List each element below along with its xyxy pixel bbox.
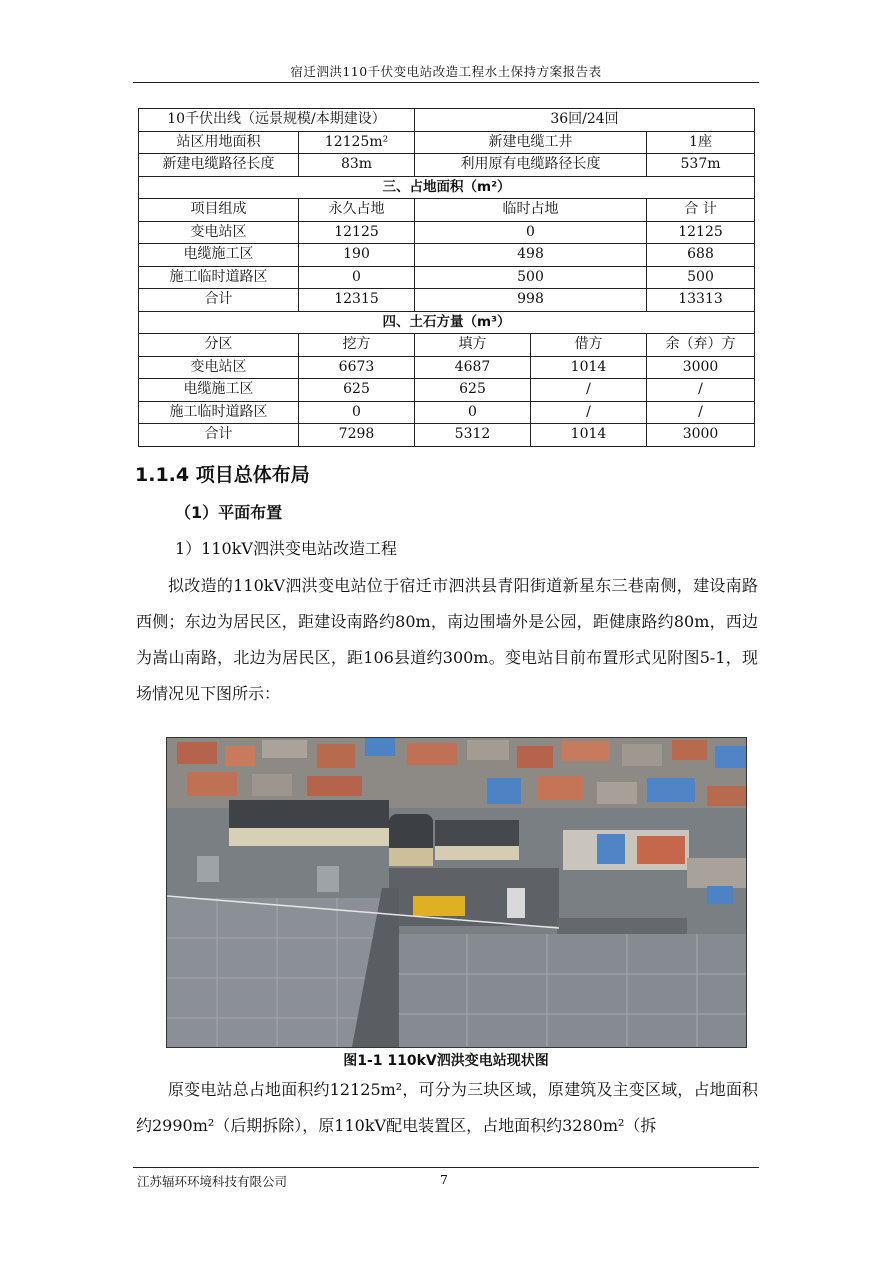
table-cell: 12315 [299, 289, 415, 312]
table-cell: 站区用地面积 [139, 131, 299, 154]
table-cell: 0 [415, 221, 647, 244]
table-cell: 12125 [299, 221, 415, 244]
column-header: 挖方 [299, 334, 415, 357]
column-header: 合 计 [647, 199, 755, 222]
table-row [139, 221, 755, 244]
column-header: 填方 [415, 334, 531, 357]
footer-divider [133, 1167, 759, 1168]
table-cell: 3000 [647, 356, 755, 379]
table-header-row [139, 199, 755, 222]
column-header: 余（弃）方 [647, 334, 755, 357]
table-row [139, 266, 755, 289]
table-cell: 5312 [415, 424, 531, 447]
table-header-row [139, 334, 755, 357]
table-cell: 998 [415, 289, 647, 312]
column-header: 分区 [139, 334, 299, 357]
table-row [139, 356, 755, 379]
table-section-row [139, 176, 755, 199]
table-cell: 新建电缆路径长度 [139, 154, 299, 177]
table-cell: 变电站区 [139, 221, 299, 244]
column-header: 永久占地 [299, 199, 415, 222]
table-row [139, 244, 755, 267]
table-cell: 12125 [647, 221, 755, 244]
table-cell: 36回/24回 [415, 109, 755, 132]
table-cell: 0 [299, 266, 415, 289]
column-header: 借方 [531, 334, 647, 357]
project-spec-table [138, 108, 755, 447]
table-cell: 83m [299, 154, 415, 177]
table-cell: 3000 [647, 424, 755, 447]
section-title-earthwork: 四、土石方量（m³） [139, 311, 755, 334]
table-row [139, 289, 755, 312]
table-cell: 合计 [139, 289, 299, 312]
table-cell: 1座 [647, 131, 755, 154]
table-cell: 12125m² [299, 131, 415, 154]
sub-sub-heading: 1）110kV泗洪变电站改造工程 [175, 539, 397, 558]
table-cell: 7298 [299, 424, 415, 447]
table-cell: 13313 [647, 289, 755, 312]
table-cell: 电缆施工区 [139, 244, 299, 267]
section-heading: 1.1.4 项目总体布局 [135, 464, 310, 486]
table-cell: / [531, 401, 647, 424]
table-cell: 施工临时道路区 [139, 266, 299, 289]
figure-caption: 图1-1 110kV泗洪变电站现状图 [343, 1053, 549, 1069]
table-cell: 190 [299, 244, 415, 267]
table-cell: 688 [647, 244, 755, 267]
table-cell: 625 [415, 379, 531, 402]
column-header: 临时占地 [415, 199, 647, 222]
aerial-photo [166, 737, 747, 1048]
table-cell: 498 [415, 244, 647, 267]
table-cell: / [647, 379, 755, 402]
table-cell: 500 [415, 266, 647, 289]
table-cell: 537m [647, 154, 755, 177]
page-header-title: 宿迁泗洪110千伏变电站改造工程水土保持方案报告表 [290, 64, 602, 79]
table-cell: 500 [647, 266, 755, 289]
sub-heading: （1）平面布置 [175, 503, 283, 522]
table-cell: 合计 [139, 424, 299, 447]
table-row [139, 154, 755, 177]
column-header: 项目组成 [139, 199, 299, 222]
table-row [139, 401, 755, 424]
table-cell: 新建电缆工井 [415, 131, 647, 154]
table-cell: 0 [299, 401, 415, 424]
table-cell: 0 [415, 401, 531, 424]
body-paragraph: 拟改造的110kV泗洪变电站位于宿迁市泗洪县青阳街道新星东三巷南侧，建设南路西侧；东边为居民区，距建设南路约80m，南边围墙外是公园，距健康路约80m，西边为嵩山南路，北边为居民区，距106县道约300m。变电站目前布置形式见附图5-1，现场情况见下图所示： [136, 576, 758, 703]
footer-company: 江苏辐环环境科技有限公司 [137, 1174, 288, 1189]
table-cell: / [647, 401, 755, 424]
table-cell: 1014 [531, 356, 647, 379]
table-cell: 4687 [415, 356, 531, 379]
table-row [139, 424, 755, 447]
section-title-land-area: 三、占地面积（m²） [139, 176, 755, 199]
body-paragraph: 原变电站总占地面积约12125m²，可分为三块区域，原建筑及主变区域，占地面积约2990m²（后期拆除），原110kV配电装置区，占地面积约3280m²（拆 [136, 1080, 758, 1135]
table-row [139, 379, 755, 402]
table-row [139, 131, 755, 154]
table-cell: 625 [299, 379, 415, 402]
header-divider [133, 82, 759, 83]
table-cell: 变电站区 [139, 356, 299, 379]
table-cell: / [531, 379, 647, 402]
table-row [139, 109, 755, 132]
table-section-row [139, 311, 755, 334]
table-cell: 施工临时道路区 [139, 401, 299, 424]
table-cell: 6673 [299, 356, 415, 379]
page-number: 7 [440, 1172, 448, 1187]
table-cell: 电缆施工区 [139, 379, 299, 402]
table-cell: 利用原有电缆路径长度 [415, 154, 647, 177]
table-cell: 10千伏出线（远景规模/本期建设） [139, 109, 415, 132]
table-cell: 1014 [531, 424, 647, 447]
aerial-photo-illustration [167, 738, 746, 1047]
